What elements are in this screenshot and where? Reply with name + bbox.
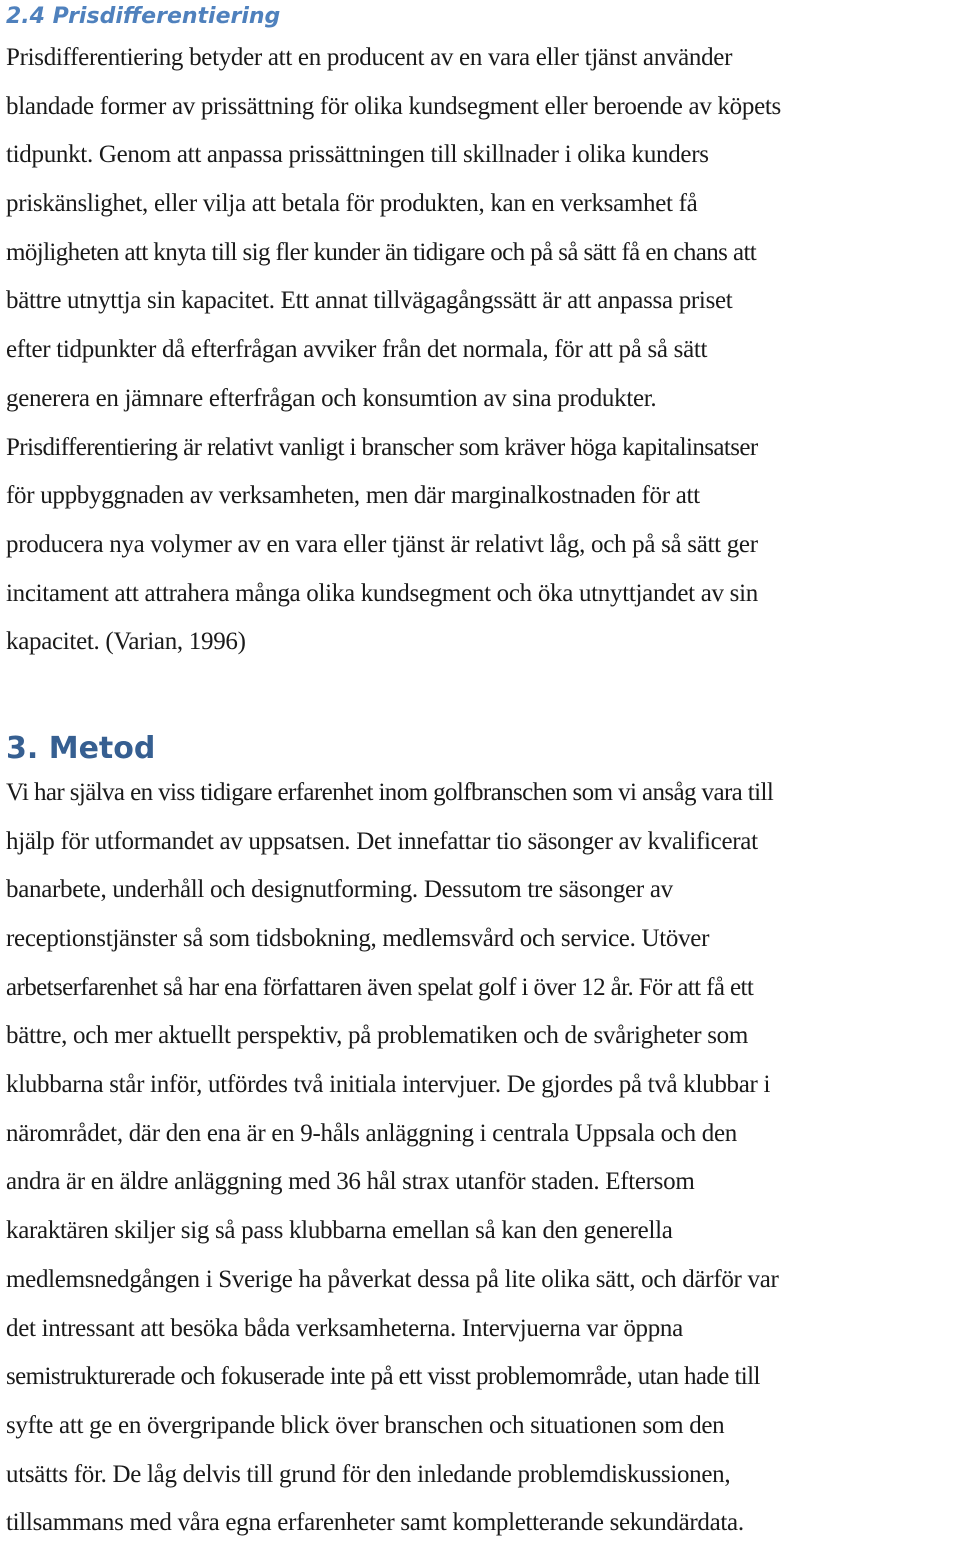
text-line: utsätts för. De låg delvis till grund för den inledande problemdiskussionen, bbox=[6, 1460, 731, 1488]
section-heading-2-4: 2.4 Prisdifferentiering bbox=[6, 4, 281, 29]
text-line: generera en jämnare efterfrågan och konsumtion av sina produkter. bbox=[6, 384, 657, 412]
text-line: incitament att attrahera många olika kundsegment och öka utnyttjandet av sin bbox=[6, 579, 758, 607]
text-line: arbetserfarenhet så har ena författaren även spelat golf i över 12 år. För att få ett bbox=[6, 973, 754, 1001]
text-line: Prisdifferentiering betyder att en producent av en vara eller tjänst använder bbox=[6, 44, 733, 71]
text-line: banarbete, underhåll och designutforming. Dessutom tre säsonger av bbox=[6, 876, 673, 904]
text-line: tidpunkt. Genom att anpassa prissättningen till skillnader i olika kunders bbox=[6, 141, 709, 169]
paragraph-prisdifferentiering bbox=[6, 34, 956, 667]
text-line: producera nya volymer av en vara eller tjänst är relativt låg, och på så sätt ger bbox=[6, 530, 758, 558]
section-gap bbox=[6, 667, 956, 729]
text-line: för uppbyggnaden av verksamheten, men där marginalkostnaden för att bbox=[6, 482, 700, 510]
section-heading-3: 3. Metod bbox=[6, 730, 156, 766]
text-line: Prisdifferentiering är relativt vanligt i branscher som kräver höga kapitalinsatser bbox=[6, 433, 758, 461]
text-line: klubbarna står inför, utfördes två initiala intervjuer. De gjordes på två klubbar i bbox=[6, 1071, 771, 1099]
text-line: hjälp för utformandet av uppsatsen. Det innefattar tio säsonger av kvalificerat bbox=[6, 827, 758, 855]
text-line: bättre utnyttja sin kapacitet. Ett annat tillvägagångssätt är att anpassa priset bbox=[6, 287, 733, 315]
text-line: medlemsnedgången i Sverige ha påverkat dessa på lite olika sätt, och därför var bbox=[6, 1265, 779, 1293]
text-line: det intressant att besöka båda verksamheterna. Intervjuerna var öppna bbox=[6, 1314, 683, 1342]
text-line: andra är en äldre anläggning med 36 hål strax utanför staden. Eftersom bbox=[6, 1168, 695, 1196]
paragraph-metod bbox=[6, 769, 956, 1548]
text-line: närområdet, där den ena är en 9-håls anläggning i centrala Uppsala och den bbox=[6, 1119, 737, 1147]
text-line: blandade former av prissättning för olika kundsegment eller beroende av köpets bbox=[6, 92, 781, 120]
text-line: priskänslighet, eller vilja att betala för produkten, kan en verksamhet få bbox=[6, 190, 698, 218]
text-line: syfte att ge en övergripande blick över branschen och situationen som den bbox=[6, 1411, 725, 1439]
text-line: tillsammans med våra egna erfarenheter samt kompletterande sekundärdata. bbox=[6, 1509, 744, 1537]
text-line: karaktären skiljer sig så pass klubbarna emellan så kan den generella bbox=[6, 1217, 673, 1245]
text-line: bättre, och mer aktuellt perspektiv, på problematiken och de svårigheter som bbox=[6, 1022, 748, 1050]
text-line: kapacitet. (Varian, 1996) bbox=[6, 628, 246, 656]
text-line: möjligheten att knyta till sig fler kunder än tidigare och på så sätt få en chans att bbox=[6, 238, 757, 266]
text-line: receptionstjänster så som tidsbokning, medlemsvård och service. Utöver bbox=[6, 925, 710, 952]
text-line: Vi har själva en viss tidigare erfarenhet inom golfbranschen som vi ansåg vara till bbox=[6, 778, 774, 806]
document-page bbox=[6, 0, 956, 1548]
text-line: semistrukturerade och fokuserade inte på ett visst problemområde, utan hade till bbox=[6, 1363, 760, 1391]
text-line: efter tidpunkter då efterfrågan avviker från det normala, för att på så sätt bbox=[6, 336, 708, 364]
